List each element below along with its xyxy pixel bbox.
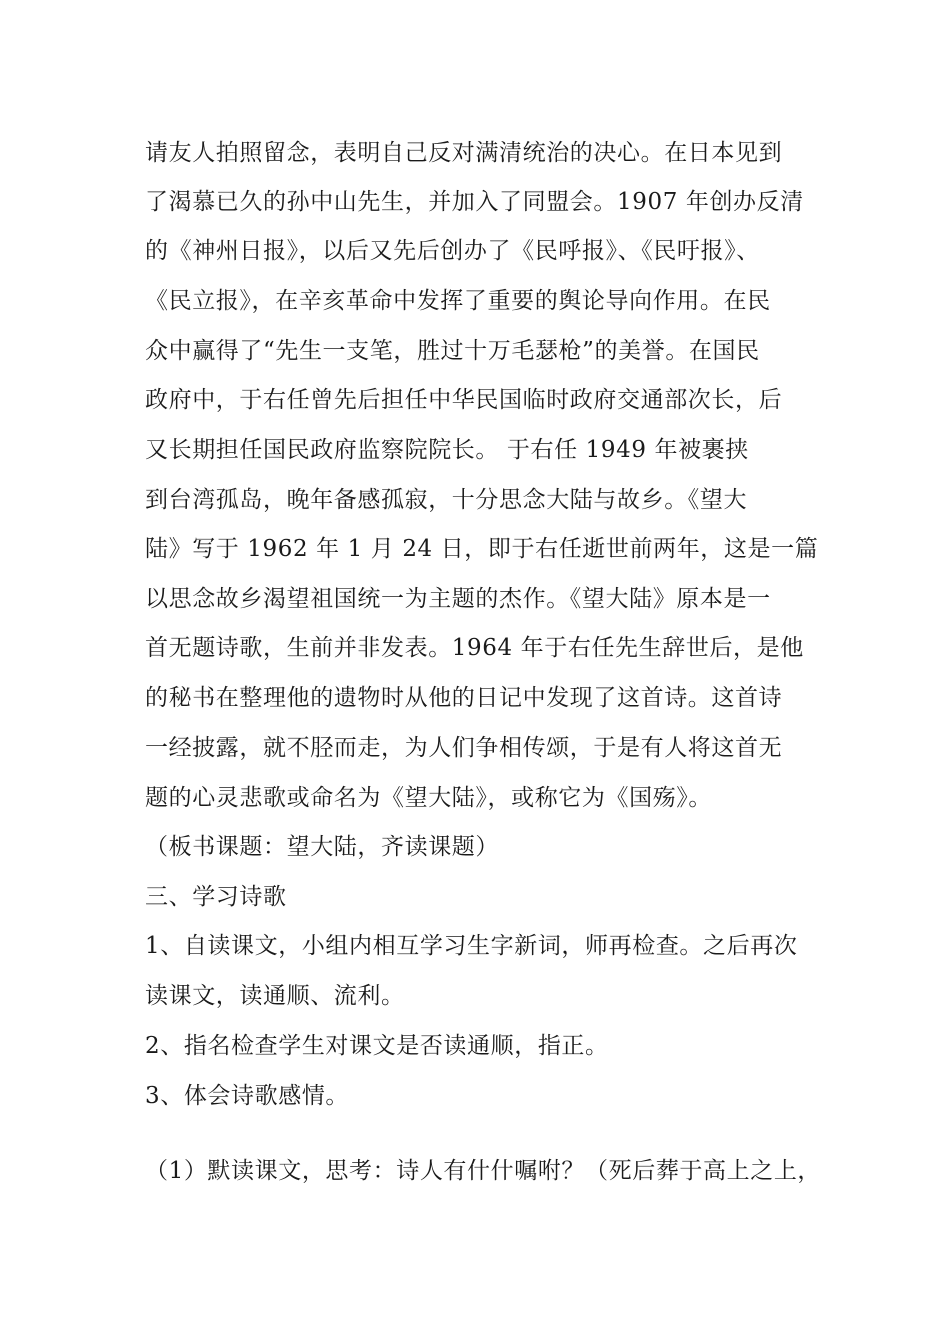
text-line: 的秘书在整理他的遗物时从他的日记中发现了这首诗。这首诗	[145, 685, 783, 711]
list-item: 2、指名检查学生对课文是否读通顺，指正。	[145, 1033, 609, 1059]
text-line: 到台湾孤岛，晚年备感孤寂，十分思念大陆与故乡。《望大	[145, 487, 748, 513]
text-line: 题的心灵悲歌或命名为《望大陆》，或称它为《国殇》。	[145, 785, 712, 811]
list-item: 1、自读课文，小组内相互学习生字新词，师再检查。之后再次	[145, 933, 798, 959]
text-line: 以思念故乡渴望祖国统一为主题的杰作。《望大陆》原本是一	[145, 586, 771, 612]
text-line: 首无题诗歌，生前并非发表。1964 年于右任先生辞世后，是他	[145, 635, 804, 661]
text-line: 又长期担任国民政府监察院院长。 于右任 1949 年被裹挟	[145, 437, 749, 463]
text-line: 一经披露，就不胫而走，为人们争相传颂，于是有人将这首无	[145, 735, 783, 761]
text-line: 请友人拍照留念，表明自己反对满清统治的决心。在日本见到	[145, 140, 783, 166]
text-line: 众中赢得了“先生一支笔，胜过十万毛瑟枪”的美誉。在国民	[145, 338, 760, 364]
text-line: 政府中，于右任曾先后担任中华民国临时政府交通部次长，后	[145, 387, 783, 413]
sub-list-item: （1）默读课文，思考：诗人有什什嘱咐？（死后葬于高上之上，	[145, 1158, 822, 1184]
list-item: 3、体会诗歌感情。	[145, 1083, 350, 1109]
list-item-continuation: 读课文，读通顺、流利。	[145, 983, 405, 1009]
text-line: 的《神州日报》，以后又先后创办了《民呼报》、《民吁报》、	[145, 238, 760, 264]
text-line: （板书课题：望大陆，齐读课题）	[145, 834, 499, 860]
section-heading: 三、学习诗歌	[145, 884, 287, 910]
text-line: 陆》写于 1962 年 1 月 24 日，即于右任逝世前两年，这是一篇	[145, 536, 819, 562]
text-line: 《民立报》，在辛亥革命中发挥了重要的舆论导向作用。在民	[145, 288, 771, 314]
text-line: 了渴慕已久的孙中山先生，并加入了同盟会。1907 年创办反清	[145, 189, 804, 215]
